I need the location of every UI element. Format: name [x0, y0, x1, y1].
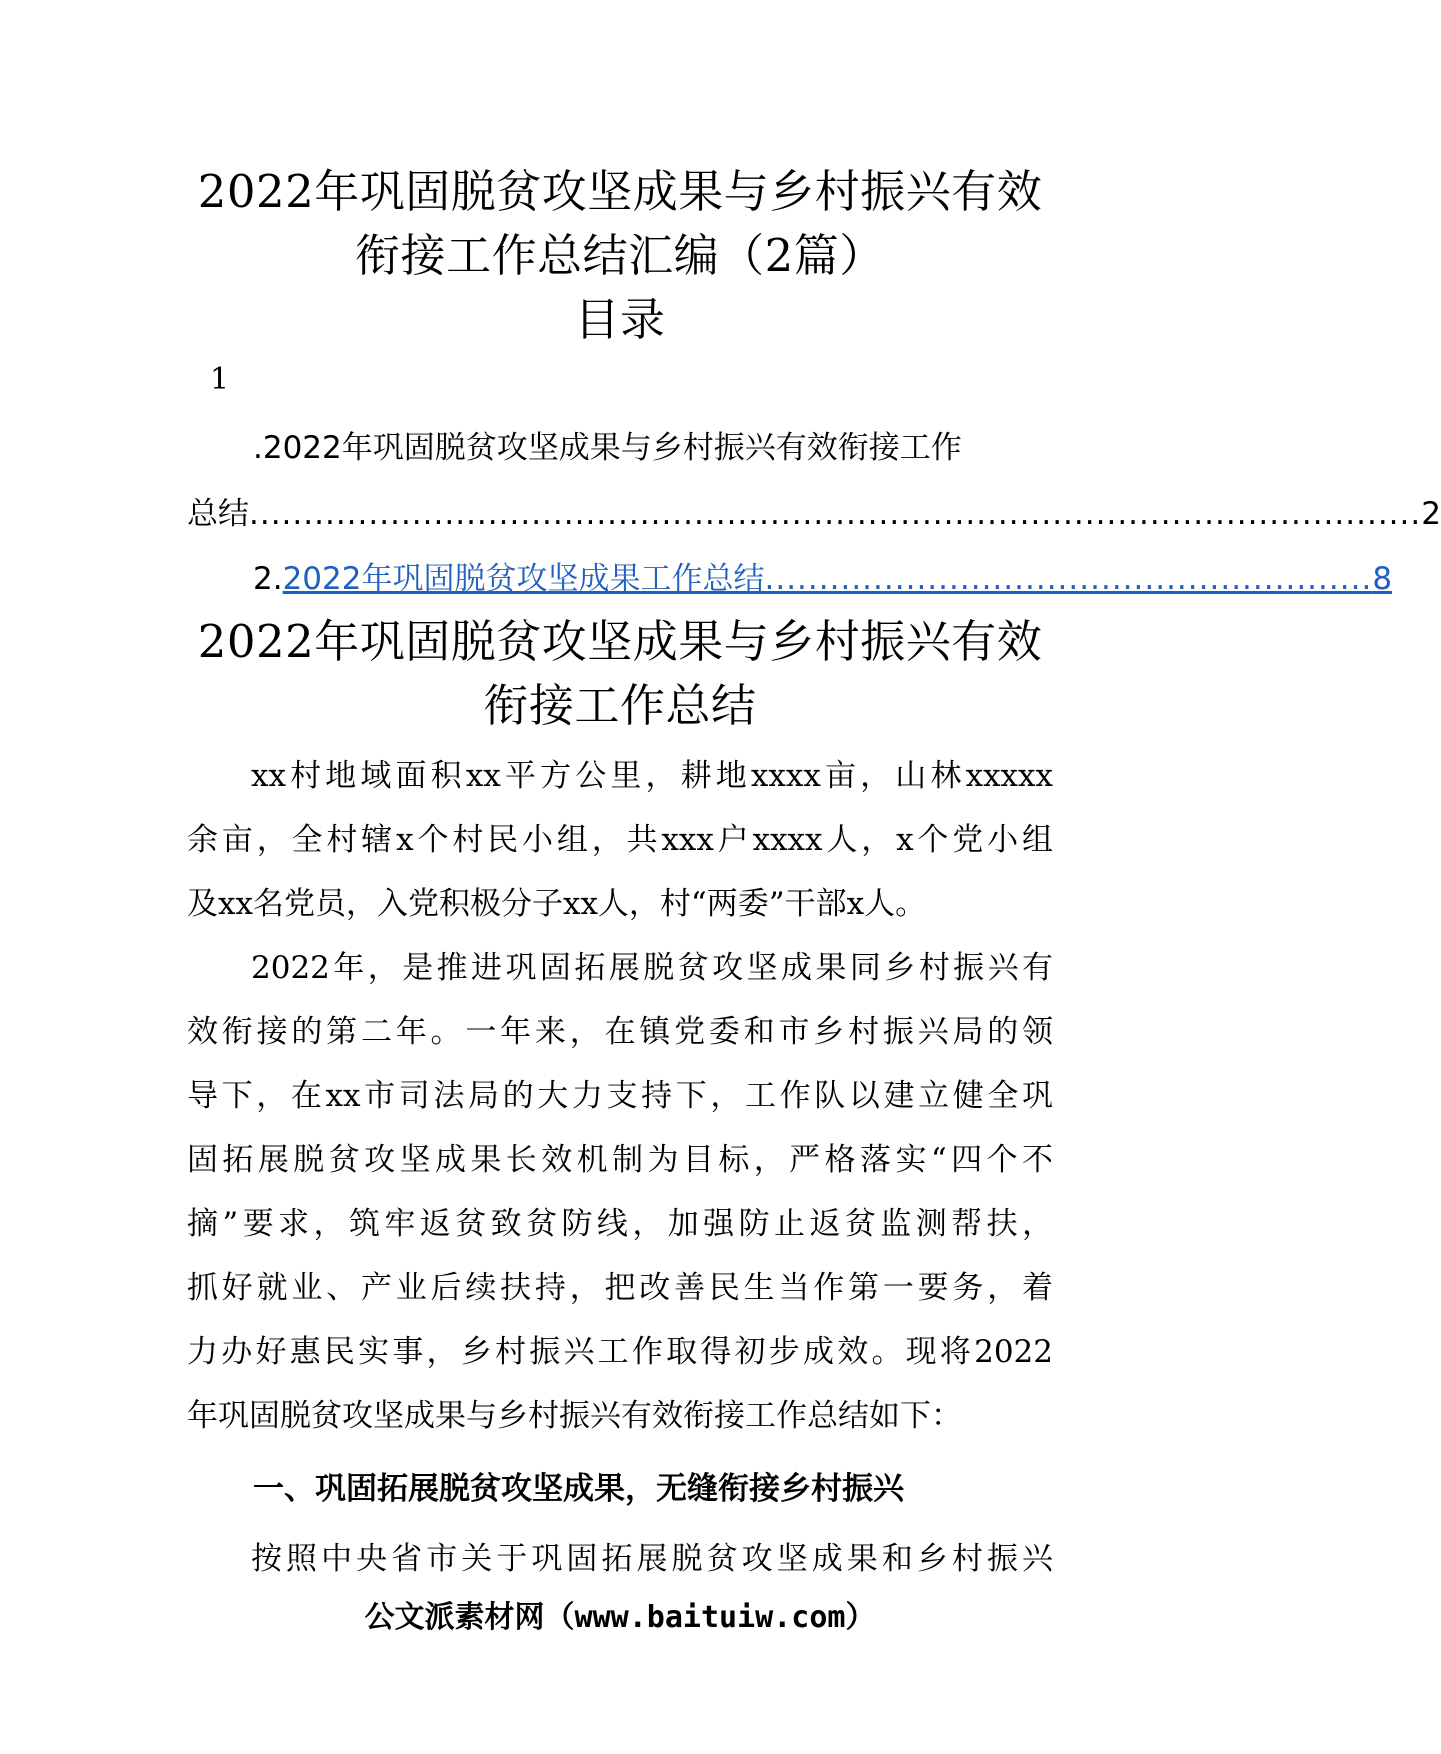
toc-item-2-page[interactable]: 8	[1372, 561, 1393, 597]
section-title-line-1: 2022年巩固脱贫攻坚成果与乡村振兴有效	[197, 615, 1043, 668]
toc-item-2-leader-dots[interactable]: ........................................................	[764, 561, 1373, 597]
toc-heading: 目录	[574, 293, 666, 346]
paragraph-2	[187, 936, 1053, 1448]
document-title-line-1: 2022年巩固脱贫攻坚成果与乡村振兴有效	[197, 165, 1043, 218]
paragraph-line: xx村地域面积xx平方公里，耕地xxxx亩，山林xxxxx	[251, 758, 1053, 794]
section-heading-1: 一、巩固拓展脱贫攻坚成果，无缝衔接乡村振兴	[253, 1471, 904, 1507]
paragraph-line: 年巩固脱贫攻坚成果与乡村振兴有效衔接工作总结如下：	[187, 1398, 962, 1434]
paragraph-1	[187, 744, 1053, 936]
toc-item-1-page: 2	[1421, 496, 1441, 532]
footer-close: ）	[845, 1600, 876, 1635]
paragraph-line: 及xx名党员，入党积极分子xx人，村“两委”干部x人。	[187, 886, 927, 922]
paragraph-line: 抓好就业、产业后续扶持，把改善民生当作第一要务，着	[187, 1270, 1053, 1306]
footer-url[interactable]: www.baituiw.com	[574, 1600, 846, 1635]
section-title-line-2: 衔接工作总结	[483, 679, 757, 732]
document-title	[140, 160, 1100, 288]
paragraph-line: 导下，在xx市司法局的大力支持下，工作队以建立健全巩	[187, 1078, 1053, 1114]
paragraph-line: 力办好惠民实事，乡村振兴工作取得初步成效。现将2022	[187, 1334, 1053, 1370]
footer-site-name: 公文派素材网（	[364, 1600, 575, 1635]
toc-item-1-line-1[interactable]: .2022年巩固脱贫攻坚成果与乡村振兴有效衔接工作	[253, 430, 962, 466]
paragraph-line: 摘”要求，筑牢返贫致贫防线，加强防止返贫监测帮扶，	[187, 1206, 1053, 1242]
paragraph-line: 2022年，是推进巩固拓展脱贫攻坚成果同乡村振兴有	[251, 950, 1053, 986]
toc-item-2[interactable]	[253, 559, 1393, 599]
toc-item-1-leader-dots: ............................................................................................................	[249, 496, 1422, 532]
toc-item-1-line-2[interactable]	[187, 494, 1441, 534]
document-title-line-2: 衔接工作总结汇编（2篇）	[355, 229, 885, 282]
paragraph-line: 余亩，全村辖x个村民小组，共xxx户xxxx人，x个党小组	[187, 822, 1053, 858]
paragraph-3	[187, 1527, 1053, 1591]
page-footer	[0, 1592, 1240, 1636]
toc-item-1-text: 总结	[187, 496, 249, 532]
paragraph-line: 效衔接的第二年。一年来，在镇党委和市乡村振兴局的领	[187, 1014, 1053, 1050]
toc-item-1-number: 1	[210, 362, 230, 397]
paragraph-line: 按照中央省市关于巩固拓展脱贫攻坚成果和乡村振兴	[251, 1541, 1053, 1577]
section-title	[140, 610, 1100, 738]
paragraph-line: 固拓展脱贫攻坚成果长效机制为目标，严格落实“四个不	[187, 1142, 1053, 1178]
toc-item-2-prefix: 2.	[253, 561, 283, 597]
toc-item-2-link[interactable]: 2022年巩固脱贫攻坚成果工作总结	[282, 561, 765, 597]
